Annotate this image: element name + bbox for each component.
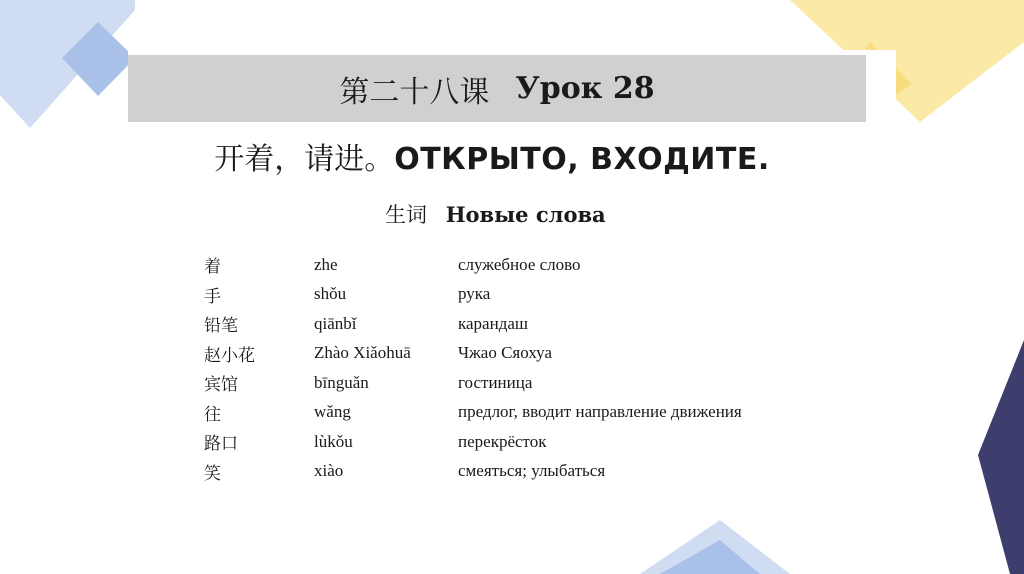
word-translation: карандаш: [458, 313, 528, 333]
word-hanzi: 手: [204, 286, 221, 306]
blue-triangle-bottom-large: [640, 520, 790, 574]
word-translation: Чжао Сяохуа: [458, 343, 552, 363]
word-pinyin: xiào: [314, 461, 344, 481]
new-words-heading-chinese: 生词: [385, 203, 427, 227]
word-hanzi: 铅笔: [204, 316, 238, 336]
word-translation: предлог, вводит направление движения: [458, 402, 742, 422]
word-hanzi: 路口: [204, 434, 238, 454]
word-pinyin: bīnguǎn: [314, 372, 369, 392]
word-pinyin: zhe: [314, 254, 338, 274]
blue-triangle-bottom-small: [660, 540, 760, 574]
vocabulary-row: [204, 339, 742, 369]
word-translation: смеяться; улыбаться: [458, 461, 606, 481]
word-hanzi: 赵小花: [204, 345, 255, 365]
subtitle-russian: ОТКРЫТО, ВХОДИТЕ.: [394, 142, 770, 177]
word-pinyin: shǒu: [314, 284, 347, 304]
word-pinyin: Zhào Xiǎohuā: [314, 343, 411, 363]
word-hanzi: 宾馆: [204, 375, 238, 395]
vocabulary-row: [204, 309, 742, 339]
word-pinyin: lùkǒu: [314, 431, 353, 451]
lesson-subtitle: [0, 134, 984, 178]
word-hanzi: 笑: [204, 463, 221, 483]
word-translation: рука: [458, 284, 491, 304]
word-pinyin: wǎng: [314, 402, 351, 422]
word-translation: служебное слово: [458, 254, 581, 274]
new-words-heading: [385, 199, 606, 229]
vocabulary-row: [204, 457, 742, 487]
word-translation: перекрёсток: [458, 431, 547, 451]
vocabulary-row: [204, 280, 742, 310]
vocabulary-row: [204, 398, 742, 428]
word-translation: гостиница: [458, 372, 533, 392]
vocabulary-list: [204, 250, 742, 486]
subtitle-chinese: 开着，请进。: [214, 142, 395, 177]
vocabulary-row: [204, 250, 742, 280]
lesson-title-russian: Урок 28: [515, 71, 655, 106]
word-hanzi: 着: [204, 257, 221, 277]
new-words-heading-russian: Новые слова: [445, 202, 606, 227]
word-hanzi: 往: [204, 404, 221, 424]
lesson-title-bar: [128, 55, 866, 122]
vocabulary-row: [204, 427, 742, 457]
blue-diamond-large: [0, 0, 135, 128]
navy-triangle: [978, 340, 1024, 574]
blue-diamond-small: [62, 22, 135, 96]
word-pinyin: qiānbǐ: [314, 313, 357, 333]
vocabulary-row: [204, 368, 742, 398]
lesson-title-chinese: 第二十八课: [339, 74, 490, 110]
